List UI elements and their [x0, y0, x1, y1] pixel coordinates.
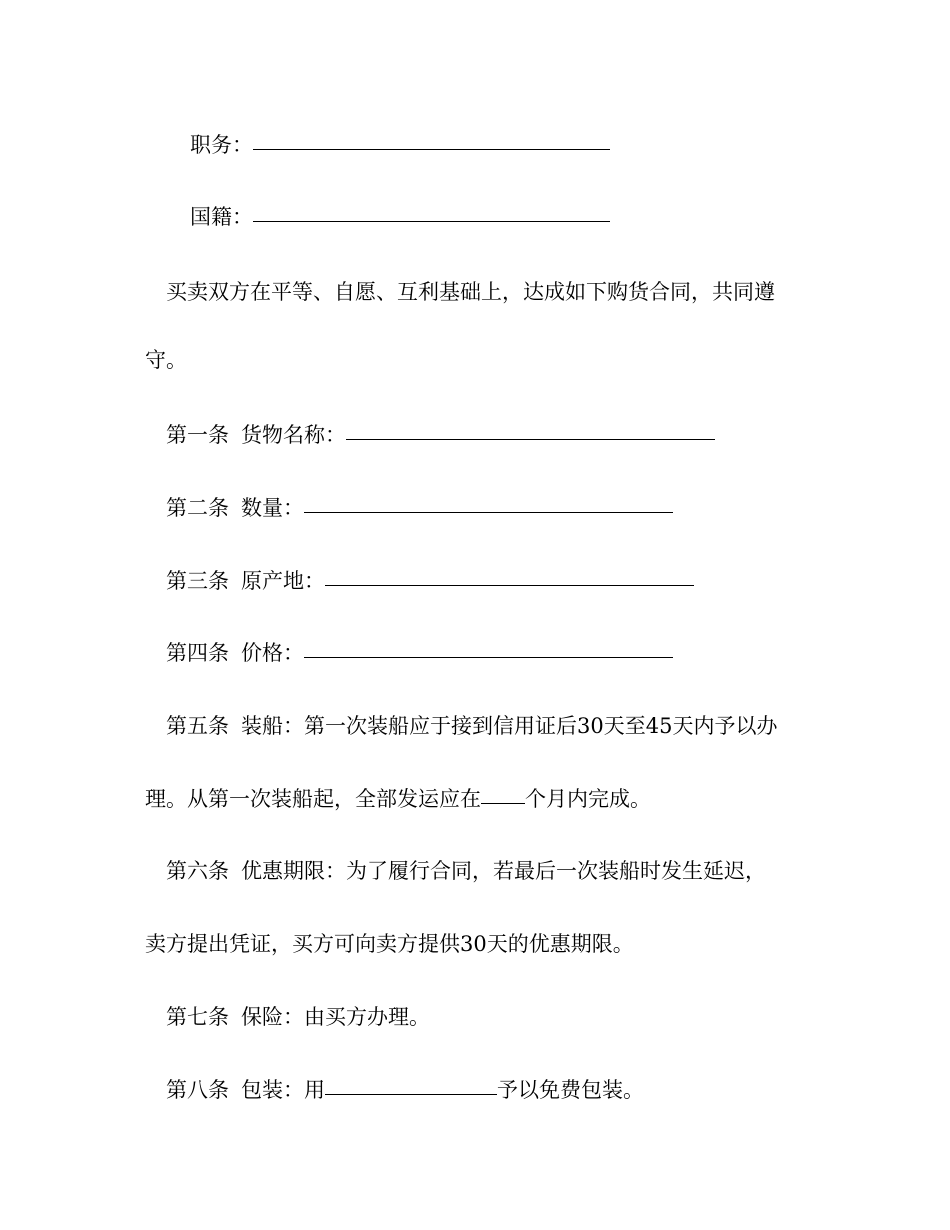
article-4 [166, 638, 673, 668]
article-number: 第三条 [166, 569, 229, 593]
article-text: 予以免费包装。 [497, 1078, 644, 1102]
position-label: 职务： [190, 133, 253, 157]
article-3 [166, 566, 694, 596]
article-text: 数量： [241, 496, 304, 520]
nationality-label: 国籍： [190, 205, 253, 229]
article-number: 第七条 [166, 1005, 229, 1029]
nationality-field [190, 202, 610, 232]
preamble-line-1: 买卖双方在平等、自愿、互利基础上，达成如下购货合同，共同遵 [166, 280, 775, 304]
article-6-line-2: 卖方提出凭证，买方可向卖方提供30天的优惠期限。 [145, 932, 634, 956]
article-5-line-1 [166, 711, 777, 741]
article-text: 装船：第一次装船应于接到信用证后30天至45天内予以办 [241, 714, 778, 738]
price-blank[interactable] [304, 638, 673, 658]
packaging-blank[interactable] [325, 1075, 497, 1095]
article-text: 保险：由买方办理。 [241, 1005, 430, 1029]
article-number: 第六条 [166, 859, 229, 883]
article-1 [166, 420, 715, 450]
goods-name-blank[interactable] [346, 420, 715, 440]
article-8 [166, 1075, 644, 1105]
article-5-line-2 [145, 784, 651, 814]
article-number: 第八条 [166, 1078, 229, 1102]
article-text: 理。从第一次装船起，全部发运应在 [145, 787, 481, 811]
article-text: 优惠期限：为了履行合同，若最后一次装船时发生延迟， [241, 859, 766, 883]
article-text: 包装：用 [241, 1078, 325, 1102]
origin-blank[interactable] [325, 566, 694, 586]
article-number: 第一条 [166, 423, 229, 447]
article-number: 第四条 [166, 641, 229, 665]
position-field [190, 130, 610, 160]
months-blank[interactable] [481, 784, 525, 804]
article-text: 货物名称： [241, 423, 346, 447]
article-6-line-1 [166, 856, 766, 886]
article-text: 原产地： [241, 569, 325, 593]
position-blank[interactable] [253, 130, 610, 150]
preamble-line-2: 守。 [145, 348, 187, 372]
article-2 [166, 493, 673, 523]
quantity-blank[interactable] [304, 493, 673, 513]
article-number: 第二条 [166, 496, 229, 520]
article-text: 价格： [241, 641, 304, 665]
article-7 [166, 1002, 430, 1032]
nationality-blank[interactable] [253, 202, 610, 222]
article-text: 个月内完成。 [525, 787, 651, 811]
article-number: 第五条 [166, 714, 229, 738]
